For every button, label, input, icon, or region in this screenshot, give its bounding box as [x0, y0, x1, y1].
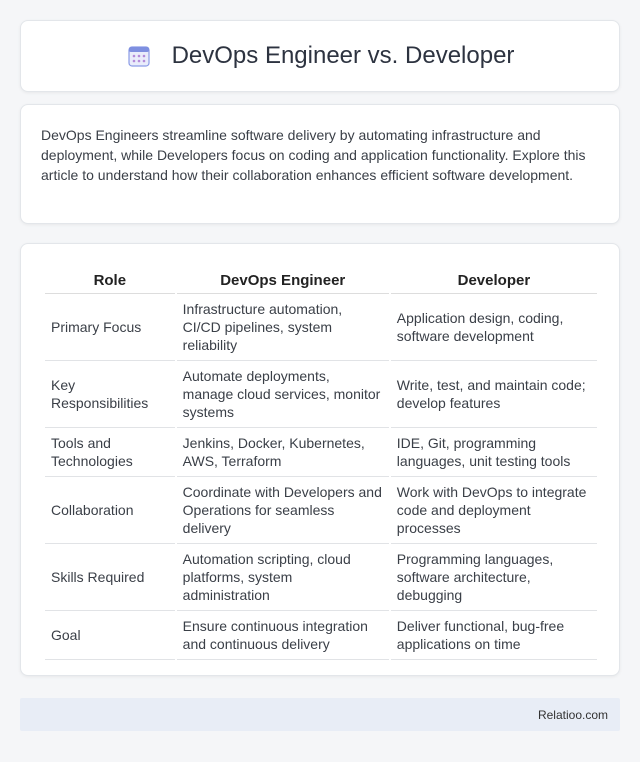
devops-cell: Infrastructure automation, CI/CD pipelines, system reliability [177, 294, 389, 361]
table-row [45, 544, 597, 611]
row-label: Skills Required [45, 544, 175, 611]
developer-cell: Work with DevOps to integrate code and deployment processes [391, 477, 597, 544]
table-row [45, 361, 597, 428]
title-card [20, 20, 620, 92]
table-header-row [45, 264, 597, 294]
footer [20, 698, 620, 731]
developer-cell: Deliver functional, bug-free applications on time [391, 611, 597, 660]
row-label: Key Responsibilities [45, 361, 175, 428]
developer-cell: Write, test, and maintain code; develop features [391, 361, 597, 428]
row-label: Tools and Technologies [45, 428, 175, 477]
devops-cell: Ensure continuous integration and continuous delivery [177, 611, 389, 660]
column-header-devops-engineer: DevOps Engineer [177, 264, 389, 294]
devops-cell: Automate deployments, manage cloud services, monitor systems [177, 361, 389, 428]
intro-paragraph: DevOps Engineers streamline software delivery by automating infrastructure and deployment, while Developers focus on coding and application functionality. Explore this article to understand how their collaboration enhances efficient software development. [41, 127, 586, 183]
row-label: Primary Focus [45, 294, 175, 361]
devops-cell: Automation scripting, cloud platforms, system administration [177, 544, 389, 611]
comparison-table [43, 264, 599, 660]
row-label: Goal [45, 611, 175, 660]
footer-brand: Relatioo.com [537, 707, 608, 722]
column-header-role: Role [45, 264, 175, 294]
row-label: Collaboration [45, 477, 175, 544]
developer-cell: IDE, Git, programming languages, unit testing tools [391, 428, 597, 477]
devops-cell: Coordinate with Developers and Operations for seamless delivery [177, 477, 389, 544]
developer-cell: Application design, coding, software development [391, 294, 597, 361]
comparison-table-card [20, 243, 620, 676]
developer-cell: Programming languages, software architecture, debugging [391, 544, 597, 611]
table-row [45, 477, 597, 544]
column-header-developer: Developer [391, 264, 597, 294]
intro-card [20, 104, 620, 224]
calendar-icon [126, 43, 152, 69]
devops-cell: Jenkins, Docker, Kubernetes, AWS, Terraform [177, 428, 389, 477]
table-row [45, 611, 597, 660]
table-row [45, 294, 597, 361]
page-title: DevOps Engineer vs. Developer [171, 42, 515, 69]
table-row [45, 428, 597, 477]
